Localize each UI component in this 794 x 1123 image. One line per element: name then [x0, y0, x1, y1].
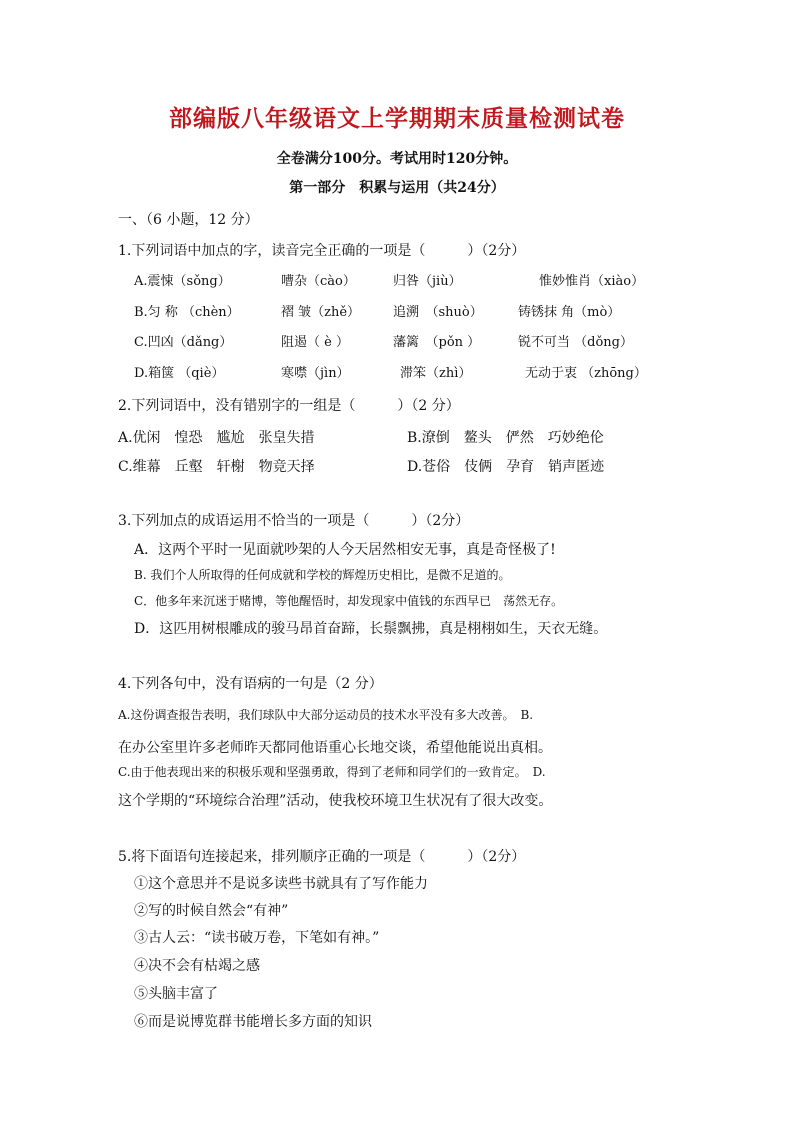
q2-stem: 2.下列词语中，没有错别字的一组是（ ）（2 分）: [118, 398, 460, 414]
q4-option-c: C.由于他表现出来的积极乐观和坚强勇敢，得到了老师和同学们的一致肯定。 D.: [118, 765, 546, 779]
q3-stem: 3.下列加点的成语运用不恰当的一项是（ ）（2分）: [118, 513, 470, 529]
q5-item-6: ⑥而是说博览群书能增长多方面的知识: [134, 1014, 372, 1030]
q5-stem: 5.将下面语句连接起来，排列顺序正确的一项是（ ）（2分）: [118, 849, 526, 865]
q2-option-d: D.苍俗 伎俩 孕育 销声匿迹: [407, 459, 605, 475]
q1-d-4: 无动于衷 （zhōng）: [525, 366, 647, 381]
q1-b-4: 铸锈抹 角（mò）: [518, 305, 621, 320]
q1-a-4: 惟妙惟肖（xiào）: [539, 274, 645, 289]
q3-option-b: B. 我们个人所取得的任何成就和学校的辉煌历史相比，是微不足道的。: [134, 568, 511, 582]
q2-option-b: B.潦倒 鳌头 俨然 巧妙绝伦: [407, 430, 604, 446]
q1-a-3: 归咎（jiù）: [393, 274, 462, 289]
q1-c-1: C.凹凶（dǎng）: [134, 335, 233, 350]
q3-option-a: A．这两个平时一见面就吵架的人今天居然相安无事，真是奇怪极了!: [134, 542, 556, 558]
q3-option-c: C．他多年来沉迷于赌博，等他醒悟时，却发现家中值钱的东西早已 荡然无存。: [134, 594, 564, 608]
q4-option-a: A.这份调查报告表明，我们球队中大部分运动员的技术水平没有多大改善。 B.: [118, 708, 534, 722]
q2-option-c: C.维幕 丘壑 轩榭 物竞天择: [118, 459, 315, 475]
q1-d-2: 寒噤（jìn）: [281, 366, 350, 381]
q5-item-5: ⑤头脑丰富了: [134, 986, 218, 1002]
q4-stem: 4.下列各句中，没有语病的一句是（2 分）: [118, 676, 383, 692]
q5-item-3: ③古人云：“读书破万卷，下笔如有神。”: [134, 930, 380, 946]
q1-c-4: 锐不可当 （dǒng）: [518, 335, 633, 350]
q1-b-3: 追溯 （shuò）: [393, 305, 483, 320]
q4-option-d: 这个学期的“环境综合治理”活动，使我校环境卫生状况有了很大改变。: [118, 793, 553, 809]
q5-item-1: ①这个意思并不是说多读些书就具有了写作能力: [134, 876, 428, 892]
q5-item-2: ②写的时候自然会“有神”: [134, 903, 289, 919]
q1-b-1: B.匀 称 （chèn）: [134, 305, 240, 320]
q1-a-2: 嘈杂（cào）: [281, 274, 356, 289]
page-title: 部编版八年级语文上学期期末质量检测试卷: [169, 105, 625, 132]
q4-option-b: 在办公室里许多老师昨天都同他语重心长地交谈，希望他能说出真相。: [118, 740, 552, 756]
section-heading: 一、（6 小题，12 分）: [118, 212, 259, 228]
q3-option-d: D．这匹用树根雕成的骏马昂首奋蹄，长鬃飘拂，真是栩栩如生，天衣无缝。: [134, 621, 608, 637]
exam-info: 全卷满分100分。考试用时120分钟。: [276, 151, 518, 167]
q1-d-1: D.箱箧 （qiè）: [134, 366, 225, 381]
q1-c-2: 阻遏（ è ）: [281, 335, 349, 350]
q1-b-2: 褶 皱（zhě）: [281, 305, 361, 320]
q1-stem: 1.下列词语中加点的字，读音完全正确的一项是（ ）（2分）: [118, 243, 526, 259]
q1-d-3: 滞笨（zhì）: [400, 366, 472, 381]
part-heading: 第一部分 积累与运用（共24分）: [289, 180, 505, 196]
q5-item-4: ④决不会有枯竭之感: [134, 958, 260, 974]
q1-c-3: 藩篱 （pǒn ）: [393, 335, 481, 350]
q1-a-1: A.震悚（sǒng）: [134, 274, 231, 289]
q2-option-a: A.优闲 惶恐 尴尬 张皇失措: [118, 430, 315, 446]
